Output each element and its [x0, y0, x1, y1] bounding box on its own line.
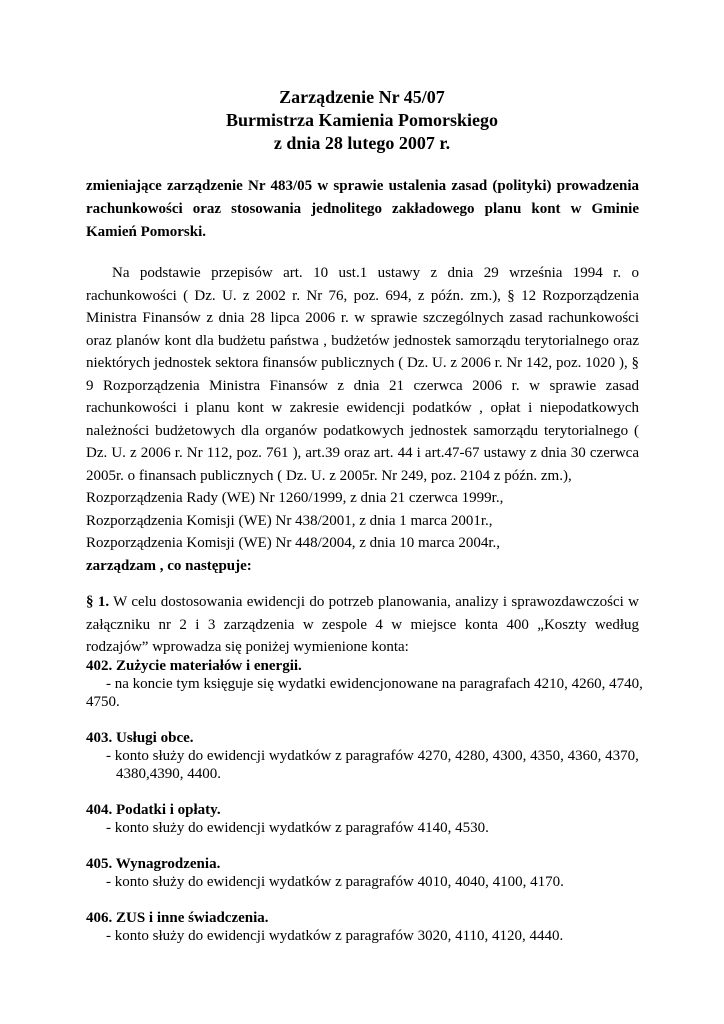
legal-basis-line: Rozporządzenia Komisji (WE) Nr 448/2004, z dnia 10 marca 2004r., — [86, 535, 501, 551]
account-description: - na koncie tym księguje się wydatki ewidencjonowane na paragrafach 4210, 4260, 4740, — [106, 676, 643, 692]
title-line-3: z dnia 28 lutego 2007 r. — [273, 133, 451, 153]
document-title — [0, 86, 724, 155]
account-description: - konto służy do ewidencji wydatków z paragrafów 4140, 4530. — [106, 820, 489, 836]
account-description-continued: 4750. — [86, 694, 120, 710]
account-description: - konto służy do ewidencji wydatków z paragrafów 4270, 4280, 4300, 4350, 4360, 4370, — [106, 748, 639, 764]
account-title: 402. Zużycie materiałów i energii. — [86, 658, 302, 674]
account-description-continued: 4380,4390, 4400. — [116, 766, 221, 782]
account-title: 405. Wynagrodzenia. — [86, 856, 221, 872]
title-line-2: Burmistrza Kamienia Pomorskiego — [226, 110, 498, 130]
legal-basis-line: Rozporządzenia Rady (WE) Nr 1260/1999, z dnia 21 czerwca 1999r., — [86, 490, 504, 506]
account-title: 404. Podatki i opłaty. — [86, 802, 221, 818]
account-description: - konto służy do ewidencji wydatków z paragrafów 4010, 4040, 4100, 4170. — [106, 874, 564, 890]
account-description: - konto służy do ewidencji wydatków z paragrafów 3020, 4110, 4120, 4440. — [106, 928, 564, 944]
section-1 — [86, 591, 639, 659]
account-item — [86, 801, 646, 837]
account-item — [86, 909, 646, 945]
section-1-text: W celu dostosowania ewidencji do potrzeb planowania, analizy i sprawozdawczości w załączniku nr 2 i 3 zarządzenia w zespole 4 w miejsce konta 400 „Koszty według rodzajów” wprowadza się poniżej wymienione konta: — [86, 594, 639, 655]
title-line-1: Zarządzenie Nr 45/07 — [279, 87, 445, 107]
legal-basis-line: Rozporządzenia Komisji (WE) Nr 438/2001, z dnia 1 marca 2001r., — [86, 512, 493, 529]
accounts-list — [86, 657, 646, 963]
legal-basis-paragraph: Na podstawie przepisów art. 10 ust.1 ustawy z dnia 29 września 1994 r. o rachunkowości ( Dz. U. z 2002 r. Nr 76, poz. 694, z późn. zm.), § 12 Rozporządzenia Ministra Finansów z dnia 28 lipca 2006 r. w sprawie szczególnych zasad rachunkowości oraz planów kont dla budżetu państwa , budżetów jednostek samorządu terytorialnego oraz niektórych jednostek sektora finansów publicznych ( Dz. U. z 2006 r. Nr 142, poz. 1020 ), § 9 Rozporządzenia Ministra Finansów z dnia 21 czerwca 2006 r. w sprawie zasad rachunkowości i planu kont w zakresie ewidencji podatków , opłat i niepodatkowych należności budżetowych dla organów podatkowych jednostek samorządu terytorialnego ( Dz. U. z 2006 r. Nr 112, poz. 761 ), art.39 oraz art. 44 i art.47-67 ustawy z dnia 30 czerwca 2005r. o finansach publicznych ( Dz. U. z 2005r. Nr 249, poz. 2104 z późn. zm.), — [86, 265, 639, 484]
document-subject: zmieniające zarządzenie Nr 483/05 w sprawie ustalenia zasad (polityki) prowadzenia rachunkowości oraz stosowania jednolitego zakładowego planu kont w Gminie Kamień Pomorski. — [86, 178, 639, 240]
account-item — [86, 855, 646, 891]
account-item — [86, 657, 646, 711]
section-1-label: § 1. — [86, 594, 110, 610]
account-title: 406. ZUS i inne świadczenia. — [86, 910, 269, 926]
decree-statement: zarządzam , co następuje: — [86, 557, 252, 574]
legal-basis — [86, 262, 639, 577]
account-item — [86, 729, 646, 783]
account-title: 403. Usługi obce. — [86, 730, 194, 746]
